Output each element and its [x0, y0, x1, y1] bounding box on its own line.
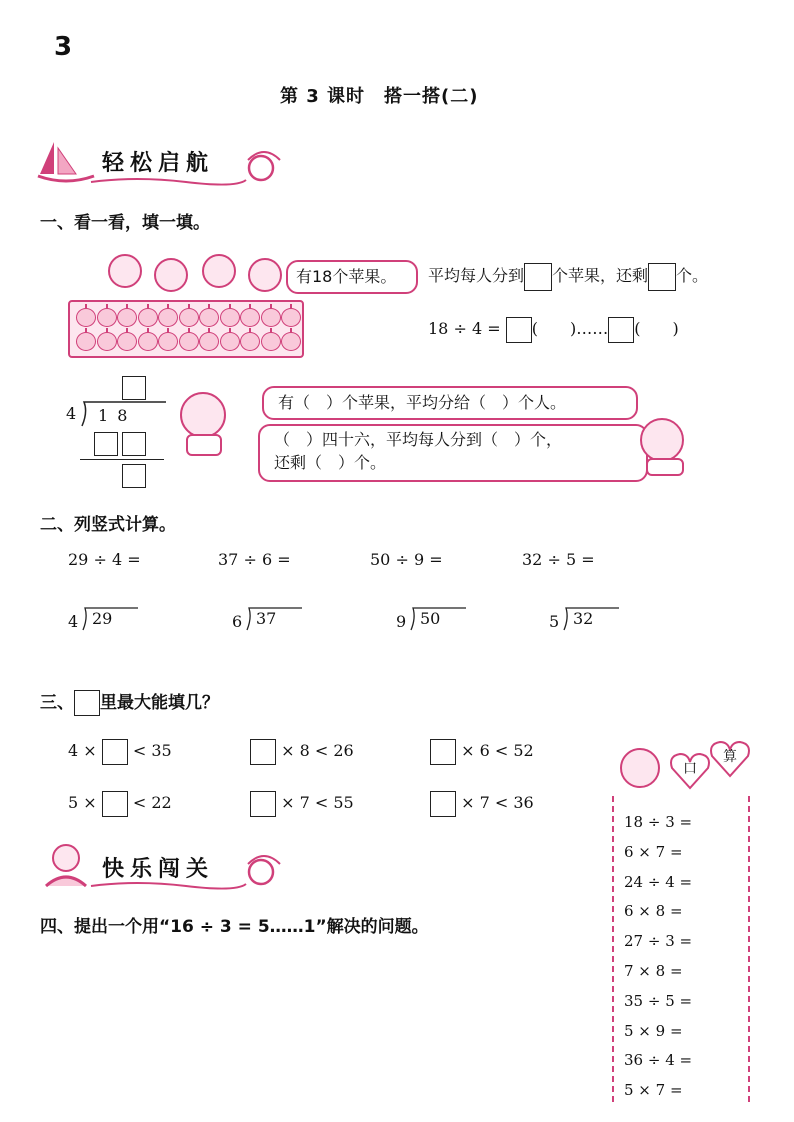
section3-heading-a: 三、: [40, 693, 74, 713]
inequality-5: [250, 790, 354, 817]
example-box: [74, 690, 100, 716]
speech-bubble-2: [258, 424, 648, 482]
banner-start: [36, 138, 286, 190]
equation-c: ( ): [634, 319, 679, 338]
oral-item: 7 × 8 =: [624, 961, 683, 980]
oral-item: 36 ÷ 4 =: [624, 1051, 693, 1070]
girl-icon: [620, 748, 660, 788]
apple-icon: [240, 332, 260, 351]
apple-icon: [199, 332, 219, 351]
vertical-division-3: [394, 606, 474, 634]
apple-icon: [179, 308, 199, 327]
divisor: 4: [68, 612, 79, 631]
section3-heading: [40, 690, 219, 716]
kid-face: [202, 254, 236, 288]
dividend: 32: [573, 609, 594, 628]
apple-icon: [117, 332, 137, 351]
section4-heading: 四、提出一个用“16 ÷ 3 = 5……1”解决的问题。: [40, 917, 429, 937]
equation-line: [428, 315, 679, 343]
apple-icon: [138, 332, 158, 351]
apple-icon: [138, 308, 158, 327]
dividend: 37: [256, 609, 277, 628]
divisor: 4: [66, 404, 77, 423]
sailboat-icon: [36, 138, 96, 188]
dividend: 1 8: [98, 406, 130, 425]
bubble2-line1: （ ）四十六，平均每人分到（ ）个，: [274, 430, 563, 449]
answer-box[interactable]: [648, 263, 676, 291]
inequality-3-post: × 6 < 52: [461, 741, 534, 760]
inequality-4: [68, 790, 172, 817]
oral-item: 35 ÷ 5 =: [624, 991, 693, 1010]
remainder-box[interactable]: [122, 464, 146, 488]
inequality-5-post: × 7 < 55: [281, 793, 354, 812]
apple-icon: [281, 308, 301, 327]
section1-heading: 一、看一看，填一填。: [40, 213, 210, 233]
oral-title-b: 算: [723, 749, 737, 765]
oral-item: 5 × 7 =: [624, 1081, 683, 1100]
kids-illustration: [100, 250, 290, 302]
inequality-2-post: × 8 < 26: [281, 741, 354, 760]
answer-box[interactable]: [102, 739, 128, 765]
boy-body: [186, 434, 222, 456]
quotient-box[interactable]: [122, 376, 146, 400]
apple-icon: [220, 308, 240, 327]
vertical-division-1: [66, 606, 146, 634]
boy-illustration: [180, 392, 226, 438]
section2-heading: 二、列竖式计算。: [40, 515, 176, 535]
kid-face: [154, 258, 188, 292]
product-box-ones[interactable]: [122, 432, 146, 456]
answer-box[interactable]: [608, 317, 634, 343]
apple-icon: [240, 308, 260, 327]
banner-challenge-text: 快乐闯关: [102, 857, 215, 882]
answer-box[interactable]: [524, 263, 552, 291]
inequality-6: [430, 790, 534, 817]
problem-2-expr: 37 ÷ 6 =: [218, 550, 291, 569]
lesson-title: 第 3 课时 搭一搭(二): [280, 86, 479, 107]
answer-box[interactable]: [102, 791, 128, 817]
apple-icon: [158, 332, 178, 351]
cartoon-kid-icon: [36, 840, 96, 892]
problem-4-expr: 32 ÷ 5 =: [522, 550, 595, 569]
answer-box[interactable]: [506, 317, 532, 343]
oral-calculation-box: [612, 796, 750, 1102]
banner-challenge: [36, 840, 286, 892]
apple-icon: [76, 332, 96, 351]
apple-icon: [117, 308, 137, 327]
inequality-6-post: × 7 < 36: [461, 793, 534, 812]
product-box-tens[interactable]: [94, 432, 118, 456]
problem-3-expr: 50 ÷ 9 =: [370, 550, 443, 569]
fill-line-1-c: 个。: [676, 266, 709, 285]
subtract-line: [80, 459, 164, 460]
oral-item: 24 ÷ 4 =: [624, 872, 693, 891]
banner-start-text: 轻松启航: [102, 151, 215, 176]
apple-icon: [261, 332, 281, 351]
inequality-2: [250, 738, 354, 765]
kid-face: [108, 254, 142, 288]
apple-icon: [158, 308, 178, 327]
answer-box[interactable]: [430, 739, 456, 765]
oral-item: 27 ÷ 3 =: [624, 932, 693, 951]
bubble1-text: 有（ ）个苹果，平均分给（ ）个人。: [278, 393, 567, 412]
apple-icon: [261, 308, 281, 327]
answer-box[interactable]: [250, 739, 276, 765]
apple-box: [68, 300, 304, 358]
oral-item: 5 × 9 =: [624, 1021, 683, 1040]
fill-line-1-a: 平均每人分到: [428, 266, 525, 285]
inequality-3: [430, 738, 534, 765]
girl-illustration: [640, 418, 684, 462]
vertical-division-4: [547, 606, 627, 634]
speech-bubble-apples: [286, 260, 418, 294]
equation-b: ( )……: [531, 319, 609, 338]
equation-a: 18 ÷ 4 =: [428, 319, 501, 338]
answer-box[interactable]: [250, 791, 276, 817]
dividend: 29: [92, 609, 113, 628]
inequality-4-post: < 22: [132, 793, 172, 812]
section3-heading-b: 里最大能填几？: [100, 693, 219, 713]
speech-bubble-1: [262, 386, 638, 420]
answer-box[interactable]: [430, 791, 456, 817]
oral-title-a: 口: [683, 761, 697, 777]
fill-line-1: [428, 262, 708, 291]
apple-icon: [220, 332, 240, 351]
apple-icon: [179, 332, 199, 351]
inequality-1: [68, 738, 172, 765]
oral-item: 6 × 7 =: [624, 842, 683, 861]
page-number: 3: [54, 32, 73, 62]
dividend: 50: [420, 609, 441, 628]
speech-apples-text: 有18个苹果。: [296, 267, 397, 286]
vertical-division-2: [230, 606, 310, 634]
oral-item: 6 × 8 =: [624, 902, 683, 921]
apple-icon: [281, 332, 301, 351]
apple-icon: [97, 332, 117, 351]
divisor: 6: [232, 612, 243, 631]
fill-line-1-b: 个苹果，还剩: [552, 266, 649, 285]
divisor: 9: [396, 612, 407, 631]
inequality-1-post: < 35: [132, 741, 172, 760]
divisor: 5: [549, 612, 560, 631]
long-division-diagram: [60, 374, 170, 494]
girl-body: [646, 458, 684, 476]
inequality-1-pre: 4 ×: [68, 741, 97, 760]
apple-icon: [97, 308, 117, 327]
apple-icon: [199, 308, 219, 327]
apple-icon: [76, 308, 96, 327]
problem-1-expr: 29 ÷ 4 =: [68, 550, 141, 569]
inequality-4-pre: 5 ×: [68, 793, 97, 812]
oral-item: 18 ÷ 3 =: [624, 813, 693, 831]
kid-face: [248, 258, 282, 292]
bubble2-line2: 还剩（ ）个。: [274, 453, 387, 472]
